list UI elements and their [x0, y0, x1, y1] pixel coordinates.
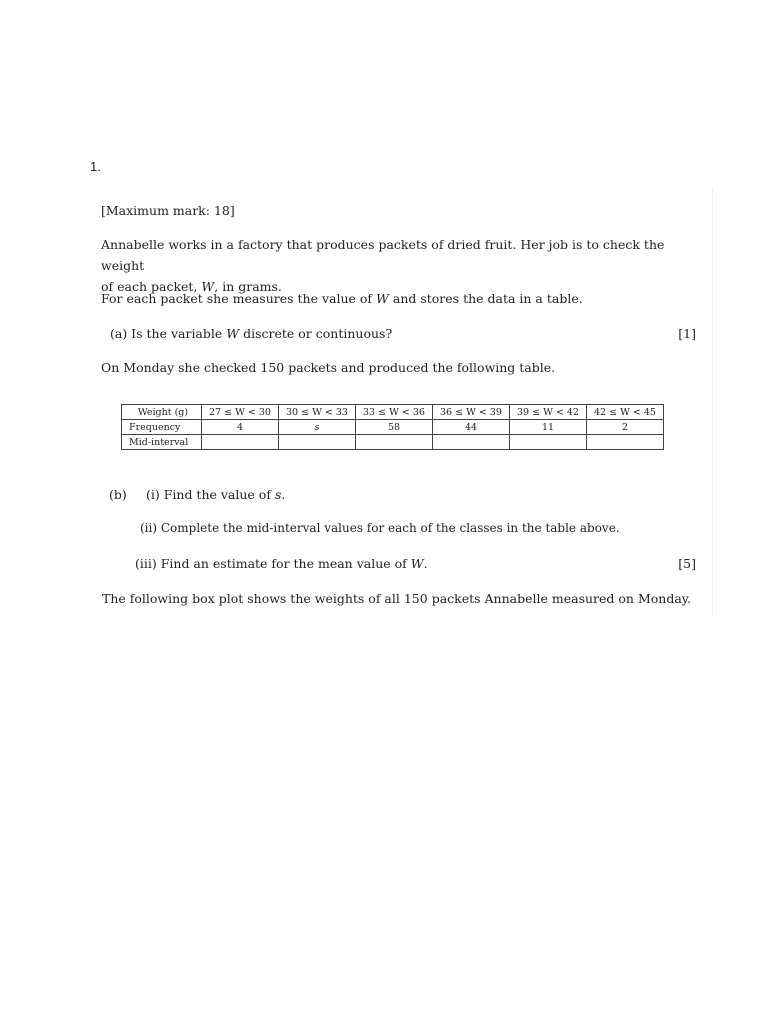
row-header-weight: Weight (g) [122, 405, 202, 420]
question-content [90, 188, 713, 616]
max-mark: [Maximum mark: 18] [101, 203, 235, 218]
part-b-i-post: . [281, 487, 286, 502]
intro-line-2-post: , in grams. [214, 279, 282, 294]
intro-variable: W [201, 279, 215, 294]
part-b-mark: [5] [678, 556, 696, 571]
measure-variable: W [376, 291, 389, 306]
frequency-table [121, 404, 664, 450]
part-b-i [146, 484, 285, 505]
mid-interval-cell [279, 435, 356, 450]
weight-row [122, 405, 664, 420]
part-b-label: (b) [109, 487, 127, 502]
mid-interval-row [122, 435, 664, 450]
part-b-ii: (ii) Complete the mid-interval values for each of the classes in the table above. [140, 521, 620, 535]
measure-pre: For each packet she measures the value of [101, 291, 377, 306]
mid-interval-cell [587, 435, 664, 450]
part-b-iii-post: . [423, 556, 428, 571]
part-b-iii [135, 553, 428, 574]
class-cell: 33 ≤ W < 36 [356, 405, 433, 420]
part-a-mark: [1] [678, 326, 696, 341]
measure-post: and stores the data in a table. [388, 291, 583, 306]
part-a-variable: W [226, 326, 240, 341]
frequency-cell: 2 [587, 420, 664, 435]
part-b-iii-pre: (iii) Find an estimate for the mean value of [135, 556, 411, 571]
intro-line-2-pre: of each packet, [101, 279, 202, 294]
class-cell: 30 ≤ W < 33 [279, 405, 356, 420]
class-cell: 36 ≤ W < 39 [433, 405, 510, 420]
part-a-post: discrete or continuous? [239, 326, 393, 341]
class-cell: 42 ≤ W < 45 [587, 405, 664, 420]
mid-interval-cell [510, 435, 587, 450]
measure-sentence [101, 288, 583, 309]
frequency-cell: 11 [510, 420, 587, 435]
monday-sentence: On Monday she checked 150 packets and produced the following table. [101, 360, 556, 375]
part-b-i-pre: (i) Find the value of [146, 487, 275, 502]
frequency-row [122, 420, 664, 435]
mid-interval-cell [433, 435, 510, 450]
mid-interval-cell [202, 435, 279, 450]
part-a-pre: (a) Is the variable [110, 326, 227, 341]
boxplot-sentence: The following box plot shows the weights of all 150 packets Annabelle measured on Monday. [102, 591, 692, 606]
class-cell: 39 ≤ W < 42 [510, 405, 587, 420]
frequency-cell: s [279, 420, 356, 435]
part-b-iii-variable: W [410, 556, 424, 571]
question-number: 1. [90, 159, 101, 174]
row-header-frequency: Frequency [122, 420, 202, 435]
class-cell: 27 ≤ W < 30 [202, 405, 279, 420]
part-a-question [110, 323, 392, 344]
mid-interval-cell [356, 435, 433, 450]
frequency-cell: 58 [356, 420, 433, 435]
frequency-cell: 4 [202, 420, 279, 435]
row-header-mid-interval: Mid-interval [122, 435, 202, 450]
part-b-i-variable: s [274, 487, 282, 502]
frequency-cell: 44 [433, 420, 510, 435]
intro-line-1: Annabelle works in a factory that produces packets of dried fruit. Her job is to check the weight [101, 237, 665, 273]
